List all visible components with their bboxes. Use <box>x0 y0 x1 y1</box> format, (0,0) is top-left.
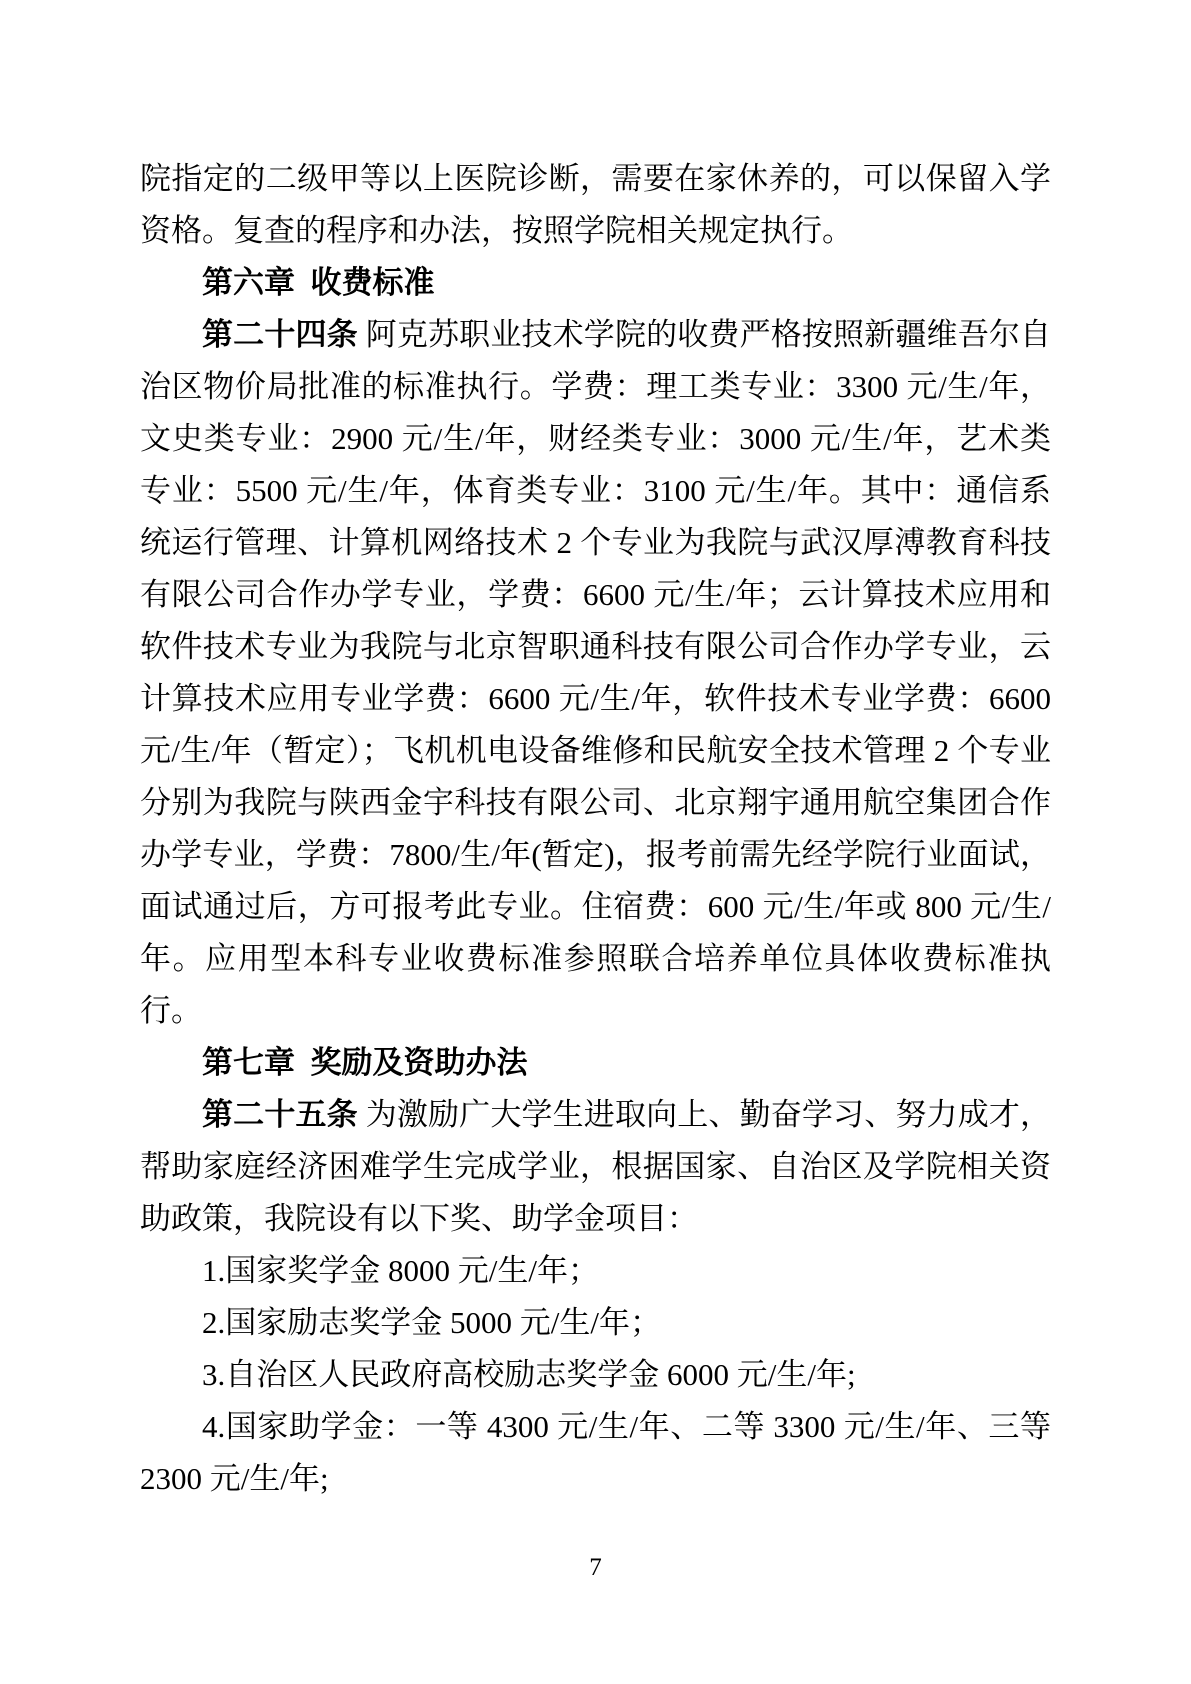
scholarship-item-3: 3.自治区人民政府高校励志奖学金 6000 元/生/年; <box>202 1357 856 1392</box>
scholarship-item-1: 1.国家奖学金 8000 元/生/年； <box>202 1253 599 1288</box>
article-24-body: 阿克苏职业技术学院的收费严格按照新疆维吾尔自治区物价局批准的标准执行。学费：理工类专业：3300 元/生/年，文史类专业：2900 元/生/年，财经类专业：3000 元/生/年，艺术类专业：5500 元/生/年，体育类专业：3100 元/生/年。其中：通信系统运行管理、计算机网络技术 2 个专业为我院与武汉厚溥教育科技有限公司合作办学专业，学费：6600 元/生/年；云计算技术应用和软件技术专业为我院与北京智职通科技有限公司合作办学专业，云计算技术应用专业学费：6600 元/生/年，软件技术专业学费：6600 元/生/年（暂定）；飞机机电设备维修和民航安全技术管理 2 个专业分别为我院与陕西金宇科技有限公司、北京翔宇通用航空集团合作办学专业，学费：7800/生/年(暂定)，报考前需先经学院行业面试，面试通过后，方可报考此专业。住宿费：600 元/生/年或 800 元/生/年。应用型本科专业收费标准参照联合培养单位具体收费标准执行。 <box>140 317 1052 1028</box>
article-24-paragraph <box>140 309 1051 1037</box>
article-25-label: 第二十五条 <box>202 1097 366 1132</box>
scholarship-item-4: 4.国家助学金：一等 4300 元/生/年、二等 3300 元/生/年、三等 2300 元/生/年; <box>140 1409 1051 1496</box>
chapter-7-heading: 第七章 奖励及资助办法 <box>202 1045 528 1080</box>
intro-continuation-paragraph: 院指定的二级甲等以上医院诊断，需要在家休养的，可以保留入学资格。复查的程序和办法，按照学院相关规定执行。 <box>140 161 1051 248</box>
article-25-body: 为激励广大学生进取向上、勤奋学习、努力成才，帮助家庭经济困难学生完成学业，根据国家、自治区及学院相关资助政策，我院设有以下奖、助学金项目： <box>140 1097 1052 1236</box>
scholarship-item-2: 2.国家励志奖学金 5000 元/生/年； <box>202 1305 661 1340</box>
page-number: 7 <box>589 1554 602 1581</box>
article-24-label: 第二十四条 <box>202 317 366 352</box>
article-25-paragraph <box>140 1089 1051 1245</box>
document-page-body <box>140 153 1051 1505</box>
chapter-6-heading: 第六章 收费标准 <box>202 265 435 300</box>
